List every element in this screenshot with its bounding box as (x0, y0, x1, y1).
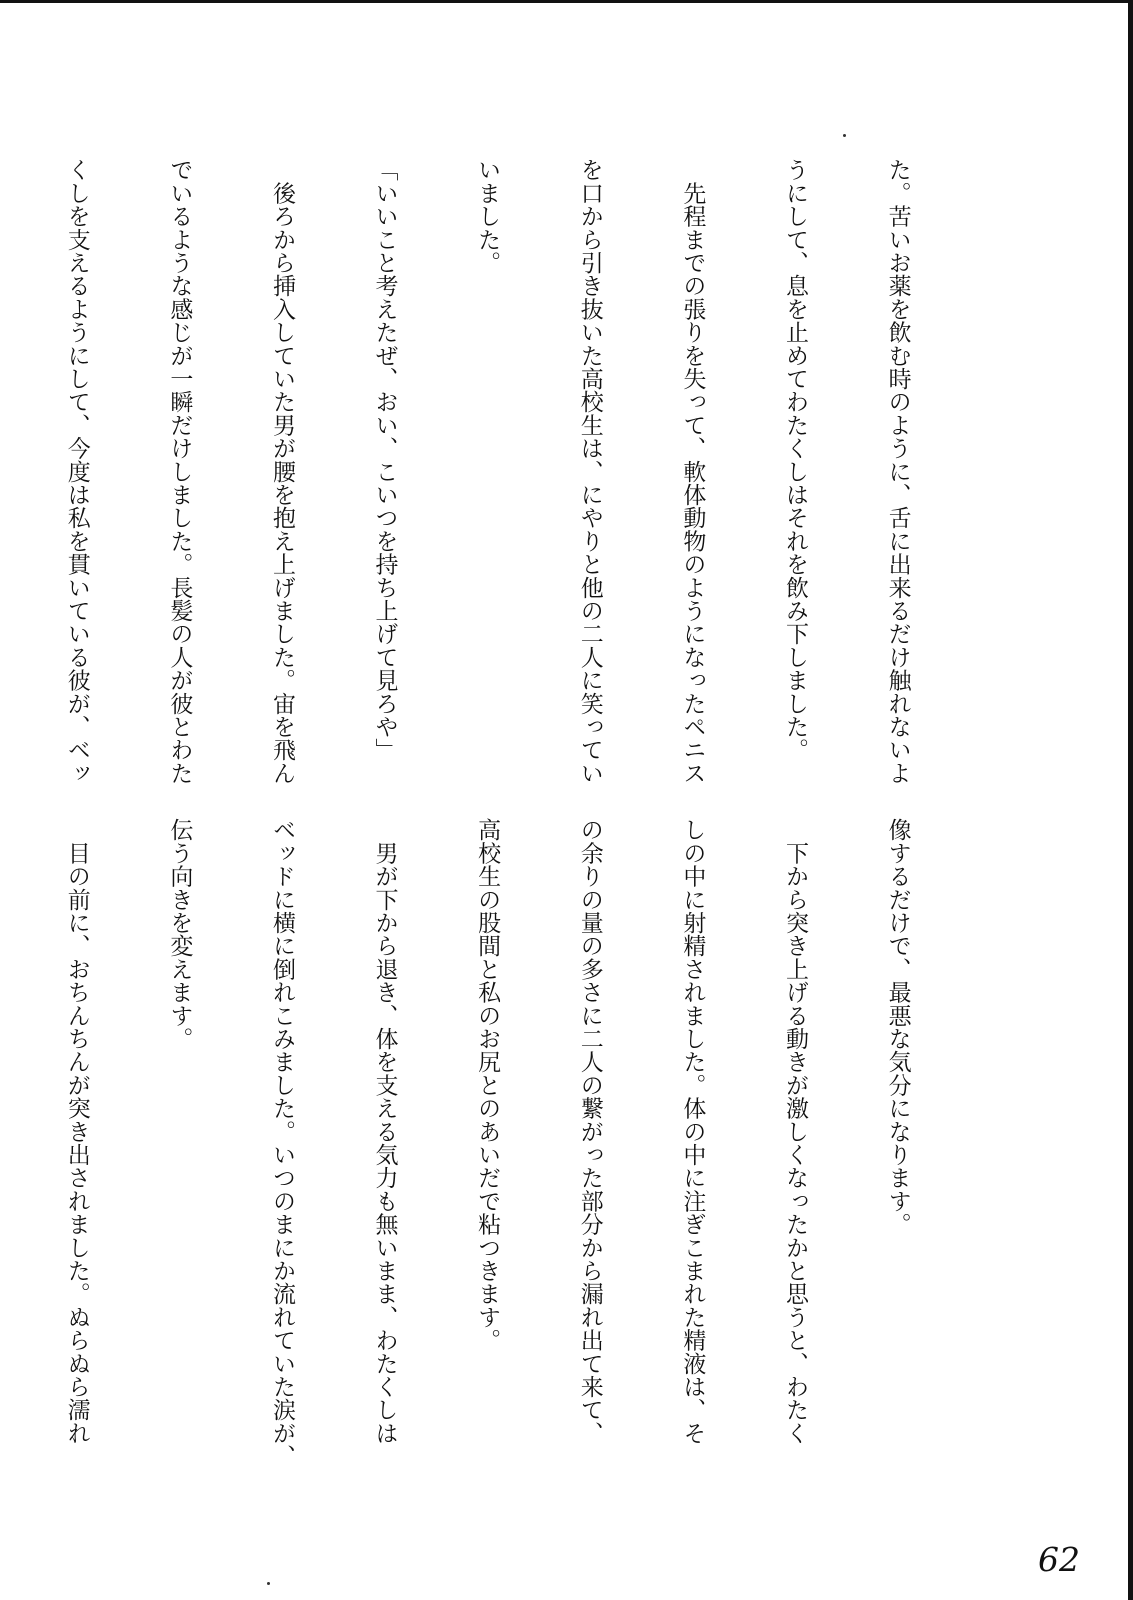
text-line: 伝う向きを変えます。 (166, 818, 193, 1050)
scan-speck (843, 134, 846, 137)
scan-right-border (1128, 0, 1133, 1600)
text-line: 高校生の股間と私のお尻とのあいだで粘つきます。 (474, 818, 501, 1352)
text-line: 男が下から退き、体を支える気力も無いまま、わたくしは (371, 818, 398, 1445)
text-line: うにして、息を止めてわたくしはそれを飲み下しました。 (781, 158, 808, 762)
text-block-bottom (63, 818, 983, 1468)
text-block-top (63, 158, 983, 798)
text-line: しの中に射精されました。体の中に注ぎこまれた精液は、そ (679, 818, 706, 1445)
text-line: を口から引き抜いた高校生は、にやりと他の二人に笑ってい (576, 158, 603, 785)
scan-speck (267, 1582, 270, 1585)
text-line: いました。 (474, 158, 501, 274)
page-number: 62 (1038, 1540, 1080, 1579)
text-line: 目の前に、おちんちんが突き出されました。ぬらぬら濡れ (63, 818, 90, 1445)
text-line: の余りの量の多さに二人の繋がった部分から漏れ出て来て、 (576, 818, 603, 1445)
text-line: ベッドに横に倒れこみました。いつのまにか流れていた涙が、 (268, 818, 295, 1468)
text-line: た。苦いお薬を飲む時のように、舌に出来るだけ触れないよ (884, 158, 911, 785)
text-line: 後ろから挿入していた男が腰を抱え上げました。宙を飛ん (268, 158, 295, 785)
text-line: 先程までの張りを失って、軟体動物のようになったペニス (679, 158, 706, 785)
scan-top-border (0, 0, 1128, 3)
text-line: 下から突き上げる動きが激しくなったかと思うと、わたく (781, 818, 808, 1445)
text-line: 「いいこと考えたぜ、おい、こいつを持ち上げて見ろや」 (371, 158, 398, 762)
text-line: でいるような感じが一瞬だけしました。長髪の人が彼とわた (166, 158, 193, 785)
text-line: くしを支えるようにして、今度は私を貫いている彼が、ベッ (63, 158, 90, 785)
text-line: 像するだけで、最悪な気分になります。 (884, 818, 911, 1236)
